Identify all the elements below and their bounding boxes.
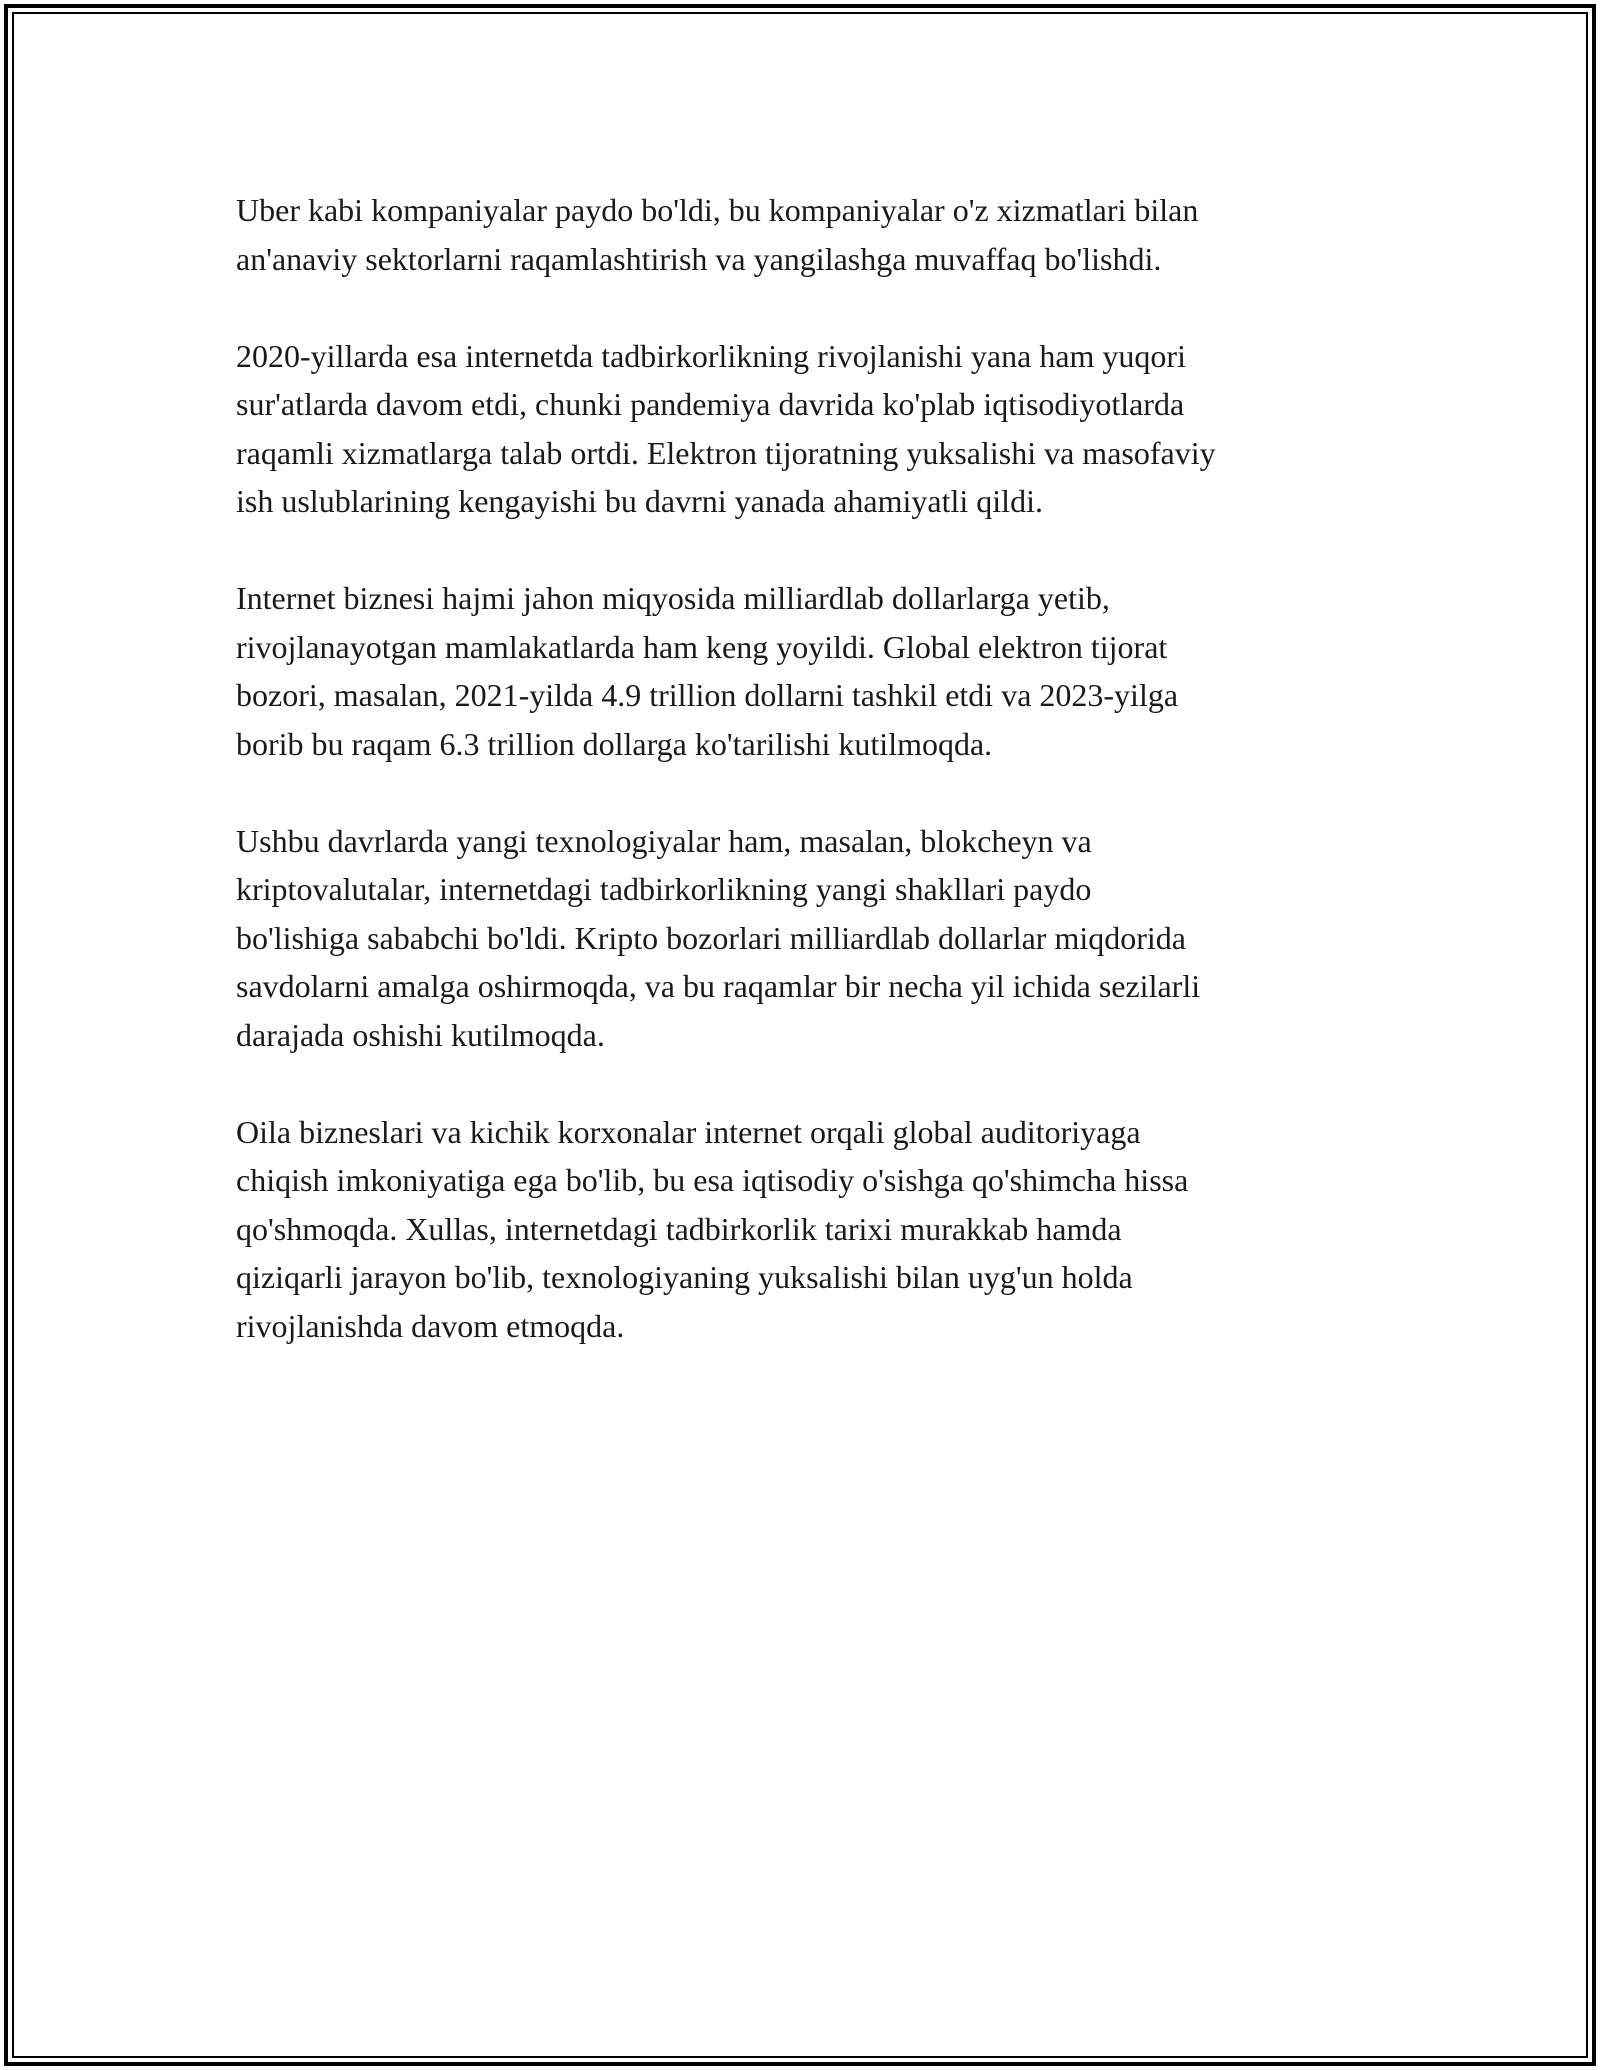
paragraph-3: Internet biznesi hajmi jahon miqyosida milliardlab dollarlarga yetib, rivojlanayotgan mamlakatlarda ham keng yoyildi. Global elektron tijorat bozori, masalan, 2021-yilda 4.9 trillion dollarni tashkil etdi va 2023-yilga borib bu raqam 6.3 trillion dollarga ko'tarilishi kutilmoqda. [236,580,1179,762]
paragraph-2: 2020-yillarda esa internetda tadbirkorlikning rivojlanishi yana ham yuqori sur'atlarda davom etdi, chunki pandemiya davrida ko'plab iqtisodiyotlarda raqamli xizmatlarga talab ortdi. Elektron tijoratning yuksalishi va masofaviy ish uslublarining kengayishi bu davrni yanada ahamiyatli qildi. [236,337,1216,519]
paragraph-4: Ushbu davrlarda yangi texnologiyalar ham, masalan, blokcheyn va kriptovalutalar, internetdagi tadbirkorlikning yangi shakllari paydo bo'lishiga sababchi bo'ldi. Kripto bozorlari milliardlab dollarlar miqdorida savdolarni amalga oshirmoqda, va bu raqamlar bir necha yil ichida sezilarli darajada oshishi kutilmoqda. [236,822,1201,1053]
document-body [236,186,1386,1399]
paragraph-1: Uber kabi kompaniyalar paydo bo'ldi, bu kompaniyalar o'z xizmatlari bilan an'anaviy sektorlarni raqamlashtirish va yangilashga muvaffaq bo'lishdi. [236,192,1199,277]
paragraph-5: Oila bizneslari va kichik korxonalar internet orqali global auditoriyaga chiqish imkoniyatiga ega bo'lib, bu esa iqtisodiy o'sishga qo'shimcha hissa qo'shmoqda. Xullas, internetdagi tadbirkorlik tarixi murakkab hamda qiziqarli jarayon bo'lib, texnologiyaning yuksalishi bilan uyg'un holda rivojlanishda davom etmoqda. [236,1113,1189,1344]
